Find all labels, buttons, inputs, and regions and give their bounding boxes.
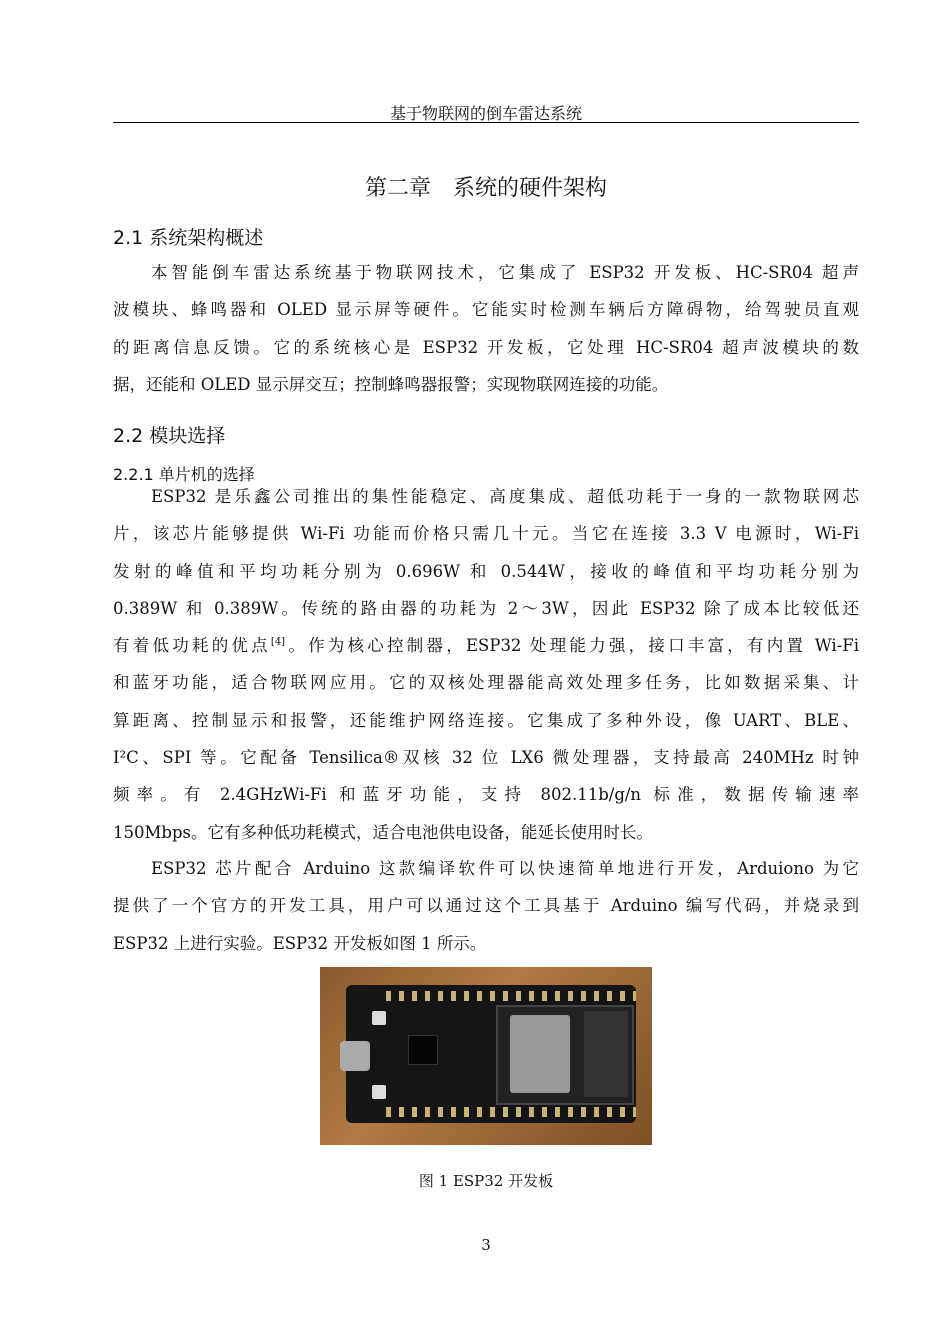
text-line: ESP32 是乐鑫公司推出的集性能稳定、高度集成、超低功耗于一身的一款物联网芯 [151,487,859,506]
wroom-module [496,1005,634,1105]
text-line: 发射的峰值和平均功耗分别为 0.696W 和 0.544W，接收的峰值和平均功耗分别为 [113,561,859,581]
text-line: 片，该芯片能够提供 Wi-Fi 功能而价格只需几十元。当它在连接 3.3 V 电源时，Wi-Fi [113,524,859,544]
usb-c-port [340,1041,370,1071]
text-line: 0.389W 和 0.389W。传统的路由器的功耗为 2～3W，因此 ESP32 除了成本比较低还 [113,598,859,618]
citation-ref: [4] [270,636,286,648]
text-line: 150Mbps。它有多种低功耗模式，适合电池供电设备，能延长使用时长。 [113,822,653,842]
text-line: 本智能倒车雷达系统基于物联网技术，它集成了 ESP32 开发板、HC-SR04 超声 [151,263,859,282]
text-line: 的距离信息反馈。它的系统核心是 ESP32 开发板，它处理 HC-SR04 超声波模块的数 [113,337,859,357]
text-line: 波模块、蜂鸣器和 OLED 显示屏等硬件。它能实时检测车辆后方障碍物，给驾驶员直观 [113,300,859,320]
header-rule [113,122,859,123]
section-heading-2-1: 2.1 系统架构概述 [113,227,264,249]
module-antenna [584,1011,628,1097]
chapter-title: 第二章 系统的硬件架构 [364,176,607,201]
paragraph-2-1 [113,254,859,403]
page-number: 3 [481,1236,491,1254]
figure-caption: 图 1 ESP32 开发板 [418,1172,554,1190]
rst-button [372,1011,386,1025]
running-header: 基于物联网的倒车雷达系统 [389,104,582,123]
esp32-board [346,985,636,1123]
text-line: 有着低功耗的优点[4]。作为核心控制器，ESP32 处理能力强，接口丰富，有内置 Wi-Fi [113,636,860,656]
text-line: ESP32 芯片配合 Arduino 这款编译软件可以快速简单地进行开发，Arduiono 为它 [151,859,859,878]
pin-header-bottom [386,1107,636,1117]
pin-header-top [386,991,636,1001]
module-shield [510,1015,570,1093]
usb-uart-chip [408,1035,438,1065]
text-line: ESP32 上进行实验。ESP32 开发板如图 1 所示。 [113,933,487,953]
boot-button [372,1085,386,1099]
section-heading-2-2: 2.2 模块选择 [113,425,226,447]
text-line: 和蓝牙功能，适合物联网应用。它的双核处理器能高效处理多任务，比如数据采集、计 [113,673,859,693]
paragraph-esp32-intro [113,478,859,851]
esp32-board-photo [320,967,652,1145]
paragraph-esp32-arduino [113,850,859,962]
text-line: 据，还能和 OLED 显示屏交互；控制蜂鸣器报警；实现物联网连接的功能。 [113,374,669,394]
text-line: 算距离、控制显示和报警，还能维护网络连接。它集成了多种外设，像 UART、BLE、 [113,710,859,730]
text-line: 频率。有 2.4GHzWi-Fi 和蓝牙功能，支持 802.11b/g/n 标准，数据传输速率 [113,785,859,805]
text-line: I²C、SPI 等。它配备 Tensilica®双核 32 位 LX6 微处理器，支持最高 240MHz 时钟 [113,748,859,768]
text-line: 提供了一个官方的开发工具，用户可以通过这个工具基于 Arduino 编写代码，并烧录到 [113,896,859,916]
subsection-heading-2-2-1: 2.2.1 单片机的选择 [113,465,255,484]
